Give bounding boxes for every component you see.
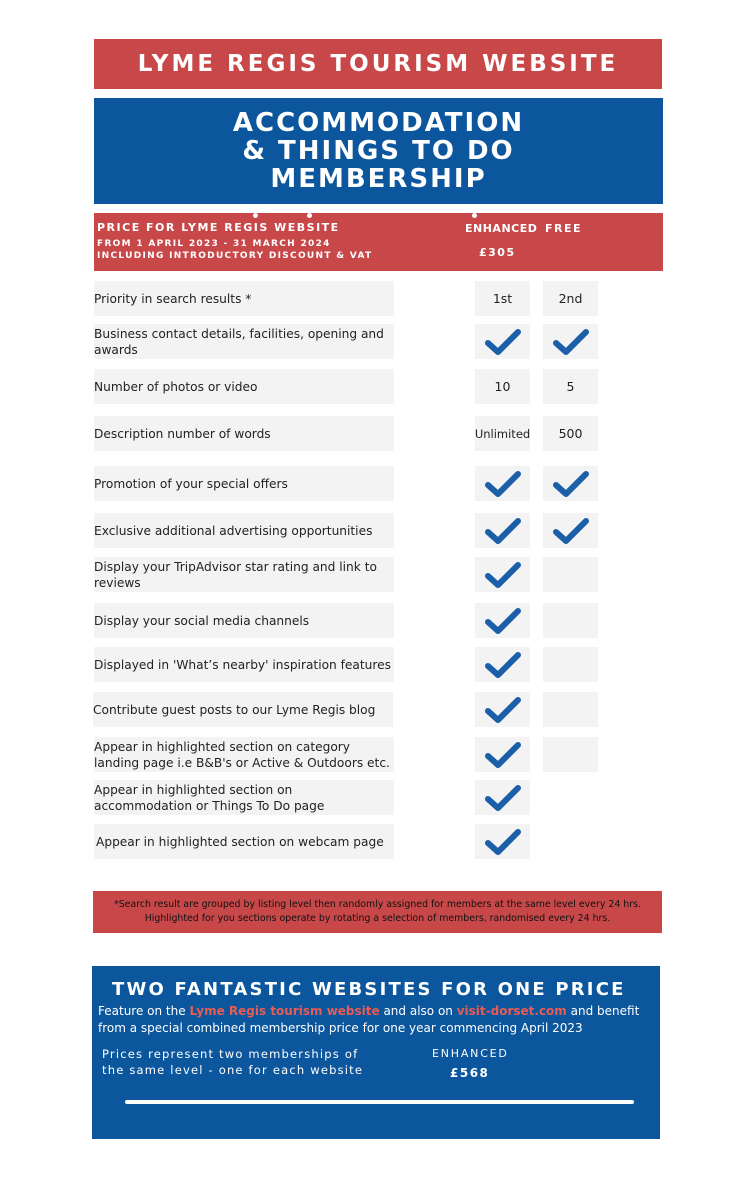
price-discount-note: INCLUDING INTRODUCTORY DISCOUNT & VAT [97, 251, 373, 261]
free-cell [543, 324, 598, 359]
enhanced-cell [475, 466, 530, 501]
checkmark-icon [552, 326, 590, 358]
bundle-text-mid: and also on [379, 1004, 457, 1018]
membership-title-banner [94, 98, 663, 204]
cell-value: Unlimited [474, 426, 531, 441]
visit-dorset-link[interactable]: visit-dorset.com [456, 1004, 567, 1018]
feature-label: Appear in highlighted section on accommodation or Things To Do page [94, 780, 394, 815]
cell-value: 1st [492, 291, 513, 306]
price-details [97, 238, 372, 262]
checkmark-icon [484, 649, 522, 681]
bundle-description [98, 1003, 658, 1037]
divider-line [125, 1100, 634, 1104]
decorative-dot [307, 213, 312, 218]
enhanced-cell [475, 737, 530, 772]
membership-title-line-1: ACCOMMODATION [232, 108, 525, 138]
price-dates: FROM 1 APRIL 2023 - 31 MARCH 2024 [97, 239, 331, 249]
free-cell [543, 557, 598, 592]
checkmark-icon [552, 515, 590, 547]
column-header-enhanced: ENHANCED [465, 222, 538, 235]
feature-label: Promotion of your special offers [94, 466, 394, 501]
feature-label: Number of photos or video [94, 369, 394, 404]
decorative-dot [253, 213, 258, 218]
feature-label: Appear in highlighted section on webcam page [94, 824, 394, 859]
enhanced-cell [475, 416, 530, 451]
feature-label: Contribute guest posts to our Lyme Regis blog [93, 692, 393, 727]
feature-label: Display your social media channels [94, 603, 394, 638]
enhanced-cell [475, 513, 530, 548]
cell-value: 10 [494, 379, 511, 394]
checkmark-icon [552, 468, 590, 500]
checkmark-icon [484, 559, 522, 591]
checkmark-icon [484, 739, 522, 771]
checkmark-icon [484, 468, 522, 500]
free-cell [543, 466, 598, 501]
checkmark-icon [484, 515, 522, 547]
bundle-text-prefix: Feature on the [98, 1004, 190, 1018]
enhanced-cell [475, 824, 530, 859]
feature-label: Business contact details, facilities, opening and awards [94, 324, 394, 359]
site-title: LYME REGIS TOURISM WEBSITE [137, 51, 619, 77]
enhanced-cell [475, 324, 530, 359]
membership-title-line-3: MEMBERSHIP [270, 164, 487, 194]
decorative-dot [472, 213, 477, 218]
bundle-column-enhanced: ENHANCED [432, 1047, 509, 1060]
cell-value: 500 [558, 426, 583, 441]
feature-label: Priority in search results * [94, 281, 394, 316]
free-cell [543, 603, 598, 638]
enhanced-cell [475, 603, 530, 638]
checkmark-icon [484, 694, 522, 726]
enhanced-cell [475, 281, 530, 316]
enhanced-cell [475, 369, 530, 404]
bundle-text-suffix: and benefit from a special combined membership price for one year commencing April 2023 [98, 1004, 640, 1035]
feature-label: Description number of words [94, 416, 394, 451]
site-title-banner [94, 39, 662, 89]
bundle-note-line-2: the same level - one for each website [102, 1063, 364, 1077]
feature-label: Display your TripAdvisor star rating and link to reviews [94, 557, 394, 592]
free-cell [543, 513, 598, 548]
checkmark-icon [484, 605, 522, 637]
free-cell [543, 647, 598, 682]
bundle-note-line-1: Prices represent two memberships of [102, 1047, 359, 1061]
price-label: PRICE FOR LYME REGIS WEBSITE [97, 221, 340, 234]
enhanced-price: £305 [479, 246, 516, 259]
feature-label: Displayed in 'What’s nearby' inspiration features [94, 647, 394, 682]
membership-title-line-2: & THINGS TO DO [242, 136, 515, 166]
free-cell [543, 281, 598, 316]
enhanced-cell [475, 780, 530, 815]
footnote-line-1: *Search result are grouped by listing level then randomly assigned for members at the same level every 24 hrs. [114, 899, 641, 910]
free-cell [543, 416, 598, 451]
cell-value: 2nd [558, 291, 583, 306]
column-header-free: FREE [545, 222, 583, 235]
free-cell [543, 692, 598, 727]
enhanced-cell [475, 692, 530, 727]
bundle-enhanced-price: £568 [450, 1066, 490, 1080]
bundle-offer-box [92, 966, 660, 1139]
lyme-regis-website-link[interactable]: Lyme Regis tourism website [189, 1004, 380, 1018]
checkmark-icon [484, 782, 522, 814]
feature-label: Appear in highlighted section on category landing page i.e B&B's or Active & Outdoors etc. [94, 737, 394, 772]
enhanced-cell [475, 647, 530, 682]
bundle-title: TWO FANTASTIC WEBSITES FOR ONE PRICE [112, 979, 626, 1000]
footnote-line-2: Highlighted for you sections operate by rotating a selection of members, randomised every 24 hrs. [144, 913, 611, 924]
enhanced-cell [475, 557, 530, 592]
cell-value: 5 [566, 379, 575, 394]
feature-label: Exclusive additional advertising opportunities [94, 513, 394, 548]
free-cell [543, 369, 598, 404]
footnote-box [93, 891, 662, 933]
bundle-note [102, 1046, 363, 1078]
checkmark-icon [484, 826, 522, 858]
checkmark-icon [484, 326, 522, 358]
free-cell [543, 737, 598, 772]
price-header-bar [94, 213, 663, 271]
